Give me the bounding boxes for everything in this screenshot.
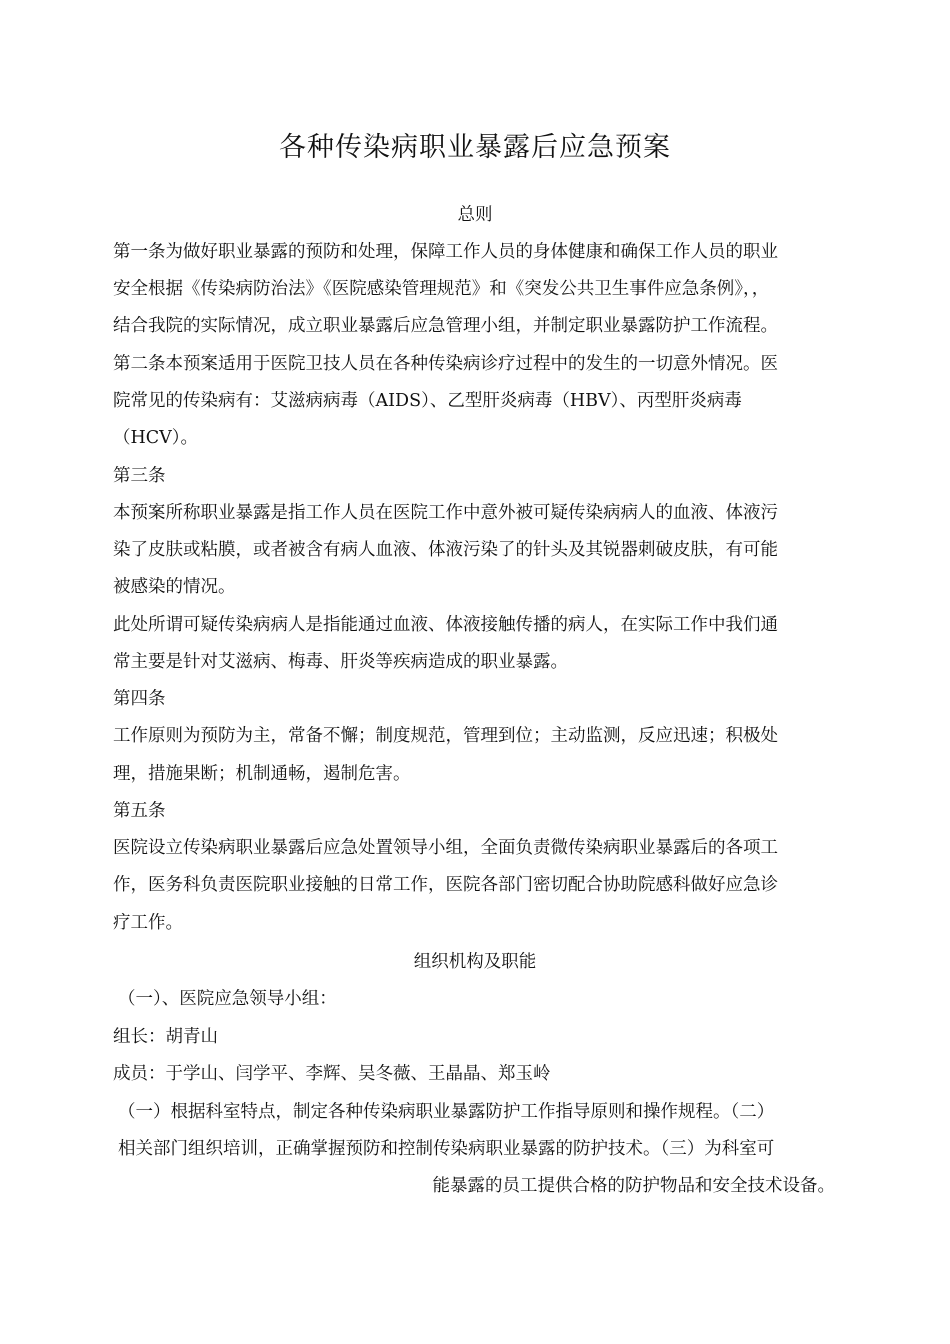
body-line: 作，医务科负责医院职业接触的日常工作，医院各部门密切配合协助院感科做好应急诊 bbox=[113, 875, 778, 895]
org-line: 能暴露的员工提供合格的防护物品和安全技术设备。 bbox=[432, 1176, 835, 1196]
body-line: 院常见的传染病有：艾滋病病毒（AIDS）、乙型肝炎病毒（HBV）、丙型肝炎病毒 bbox=[113, 391, 742, 411]
body-line: （HCV）。 bbox=[113, 428, 199, 448]
org-line: 组长：胡青山 bbox=[113, 1027, 218, 1047]
body-line: 染了皮肤或粘膜，或者被含有病人血液、体液污染了的针头及其锐器刺破皮肤，有可能 bbox=[113, 540, 778, 560]
body-line: 第一条为做好职业暴露的预防和处理，保障工作人员的身体健康和确保工作人员的职业 bbox=[113, 242, 778, 262]
body-line: 疗工作。 bbox=[113, 913, 183, 933]
org-line: 成员：于学山、闫学平、李辉、吴冬薇、王晶晶、郑玉岭 bbox=[113, 1064, 551, 1084]
body-line: 工作原则为预防为主，常备不懈；制度规范，管理到位；主动监测，反应迅速；积极处 bbox=[113, 726, 778, 746]
article-heading: 第五条 bbox=[113, 801, 166, 821]
section-heading-general: 总则 bbox=[457, 205, 493, 225]
body-line: 被感染的情况。 bbox=[113, 577, 236, 597]
document-title: 各种传染病职业暴露后应急预案 bbox=[279, 132, 671, 163]
org-line: 相关部门组织培训，正确掌握预防和控制传染病职业暴露的防护技术。（三）为科室可 bbox=[118, 1139, 775, 1159]
section-heading-org: 组织机构及职能 bbox=[413, 952, 537, 972]
body-line: 常主要是针对艾滋病、梅毒、肝炎等疾病造成的职业暴露。 bbox=[113, 652, 568, 672]
body-line: 第二条本预案适用于医院卫技人员在各种传染病诊疗过程中的发生的一切意外情况。医 bbox=[113, 354, 778, 374]
body-line: 安全根据《传染病防治法》《医院感染管理规范》和《突发公共卫生事件应急条例》，， bbox=[113, 279, 770, 299]
article-heading: 第四条 bbox=[113, 689, 166, 709]
article-heading: 第三条 bbox=[113, 466, 166, 486]
body-line: 理，措施果断；机制通畅，遏制危害。 bbox=[113, 764, 411, 784]
body-line: 结合我院的实际情况，成立职业暴露后应急管理小组，并制定职业暴露防护工作流程。 bbox=[113, 316, 778, 336]
org-line: （一）根据科室特点，制定各种传染病职业暴露防护工作指导原则和操作规程。（二） bbox=[118, 1102, 775, 1122]
org-line: （一）、医院应急领导小组： bbox=[118, 989, 337, 1009]
body-line: 本预案所称职业暴露是指工作人员在医院工作中意外被可疑传染病病人的血液、体液污 bbox=[113, 503, 778, 523]
body-line: 此处所谓可疑传染病病人是指能通过血液、体液接触传播的病人，在实际工作中我们通 bbox=[113, 615, 778, 635]
body-line: 医院设立传染病职业暴露后应急处置领导小组，全面负责微传染病职业暴露后的各项工 bbox=[113, 838, 778, 858]
